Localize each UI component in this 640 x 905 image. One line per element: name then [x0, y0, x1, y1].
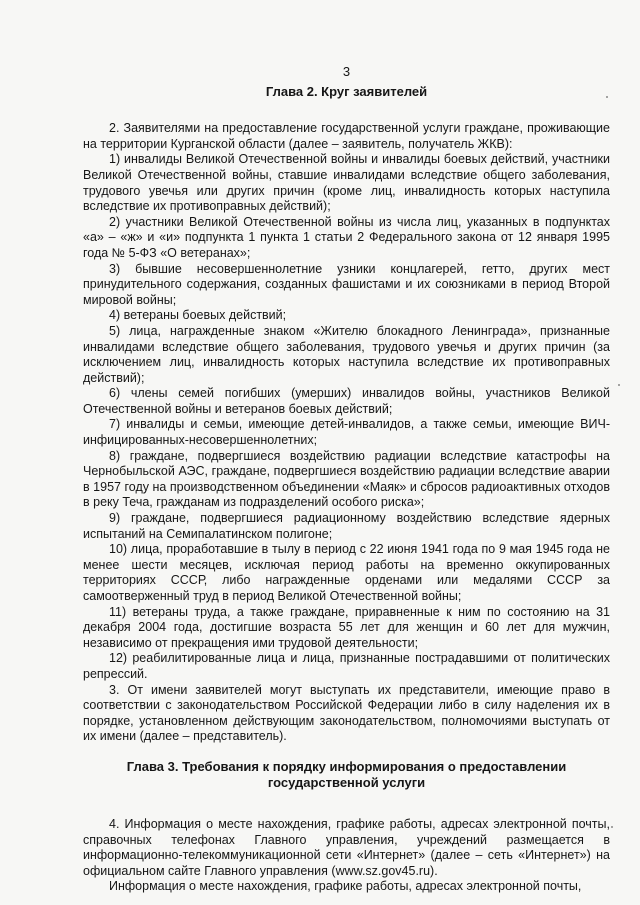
paragraph: Информация о месте нахождения, графике работы, адресах электронной почты,	[109, 879, 582, 894]
chapter-2-body	[83, 121, 610, 745]
list-item: 12) реабилитированные лица и лица, признанные пострадавшими от политических репрессий.	[83, 651, 610, 681]
list-item: 7) инвалиды и семьи, имеющие детей-инвалидов, а также семьи, имеющие ВИЧ-инфицированных-несовершеннолетних;	[83, 417, 610, 448]
scan-speck	[611, 826, 613, 828]
list-item: 8) граждане, подвергшиеся воздействию радиации вследствие катастрофы на Чернобыльской АЭС, граждане, подвергшиеся воздействию радиации вследствие аварии в 1957 году на производственном объединении «Маяк» и сбросов радиоактивных отходов в реку Теча, гражданам из подразделений особого риска»;	[83, 448, 610, 510]
list-item: 11) ветераны труда, а также граждане, приравненные к ним по состоянию на 31 декабря 2004 года, достигшие возраста 55 лет для женщин и 60 лет для мужчин, независимо от прекращения ими трудовой деятельности;	[83, 604, 610, 650]
chapter-3-title-line-2: государственной услуги	[267, 774, 426, 790]
list-item: 4) ветераны боевых действий;	[109, 308, 287, 323]
list-item: 9) граждане, подвергшиеся радиационному воздействию вследствие ядерных испытаний на Семипалатинском полигоне;	[83, 511, 610, 541]
page-number: 3	[342, 64, 351, 79]
list-item: 3) бывшие несовершеннолетние узники концлагерей, гетто, других мест принудительного содержания, созданных фашистами и их союзниками в период Второй мировой войны;	[83, 261, 610, 307]
list-item: 6) члены семей погибших (умерших) инвалидов войны, участников Великой Отечественной войны и ветеранов боевых действий;	[83, 386, 610, 416]
list-item: 1) инвалиды Великой Отечественной войны и инвалиды боевых действий, участники Великой Отечественной войны, ставшие инвалидами вследствие общего заболевания, трудового увечья или других причин (кроме лиц, инвалидность которых наступила вследствие их противоправных действий);	[83, 152, 610, 214]
list-item: 10) лица, проработавшие в тылу в период с 22 июня 1941 года по 9 мая 1945 года не менее шести месяцев, исключая период работы на временно оккупированных территориях СССР, либо награжденные орденами или медалями СССР за самоотверженный труд в период Великой Отечественной войны;	[83, 542, 610, 603]
list-item: 2) участники Великой Отечественной войны из числа лиц, указанных в подпунктах «а» – «ж» и «и» подпункта 1 пункта 1 статьи 2 Федерального закона от 12 января 1995 года № 5-ФЗ «О ветеранах»;	[83, 214, 610, 260]
scan-speck	[606, 96, 608, 98]
chapter-3-title	[83, 759, 610, 791]
scan-speck	[618, 384, 620, 386]
chapter-3-body	[83, 817, 610, 895]
paragraph: 4. Информация о месте нахождения, графике работы, адресах электронной почты, справочных телефонах Главного управления, учреждений размещается в информационно-телекоммуникационной сети «Интернет» (далее – сеть «Интернет») на официальном сайте Главного управления (www.sz.gov45.ru).	[83, 816, 610, 878]
list-item: 5) лица, награжденные знаком «Жителю блокадного Ленинграда», признанные инвалидами вследствие общего заболевания, трудового увечья и других причин (за исключением лиц, инвалидность которых наступила вследствие их противоправных действий);	[83, 323, 610, 385]
paragraph: 2. Заявителями на предоставление государственной услуги граждане, проживающие на территории Курганской области (далее – заявитель, получатель ЖКВ):	[83, 121, 610, 151]
paragraph: 3. От имени заявителей могут выступать их представители, имеющие право в соответствии с законодательством Российской Федерации либо в силу наделения их в порядке, установленном действующим законодательством, полномочиями выступать от их имени (далее – представитель).	[83, 682, 610, 744]
chapter-2-title: Глава 2. Круг заявителей	[265, 83, 428, 99]
chapter-3-title-line-1: Глава 3. Требования к порядку информирования о предоставлении	[126, 758, 567, 774]
